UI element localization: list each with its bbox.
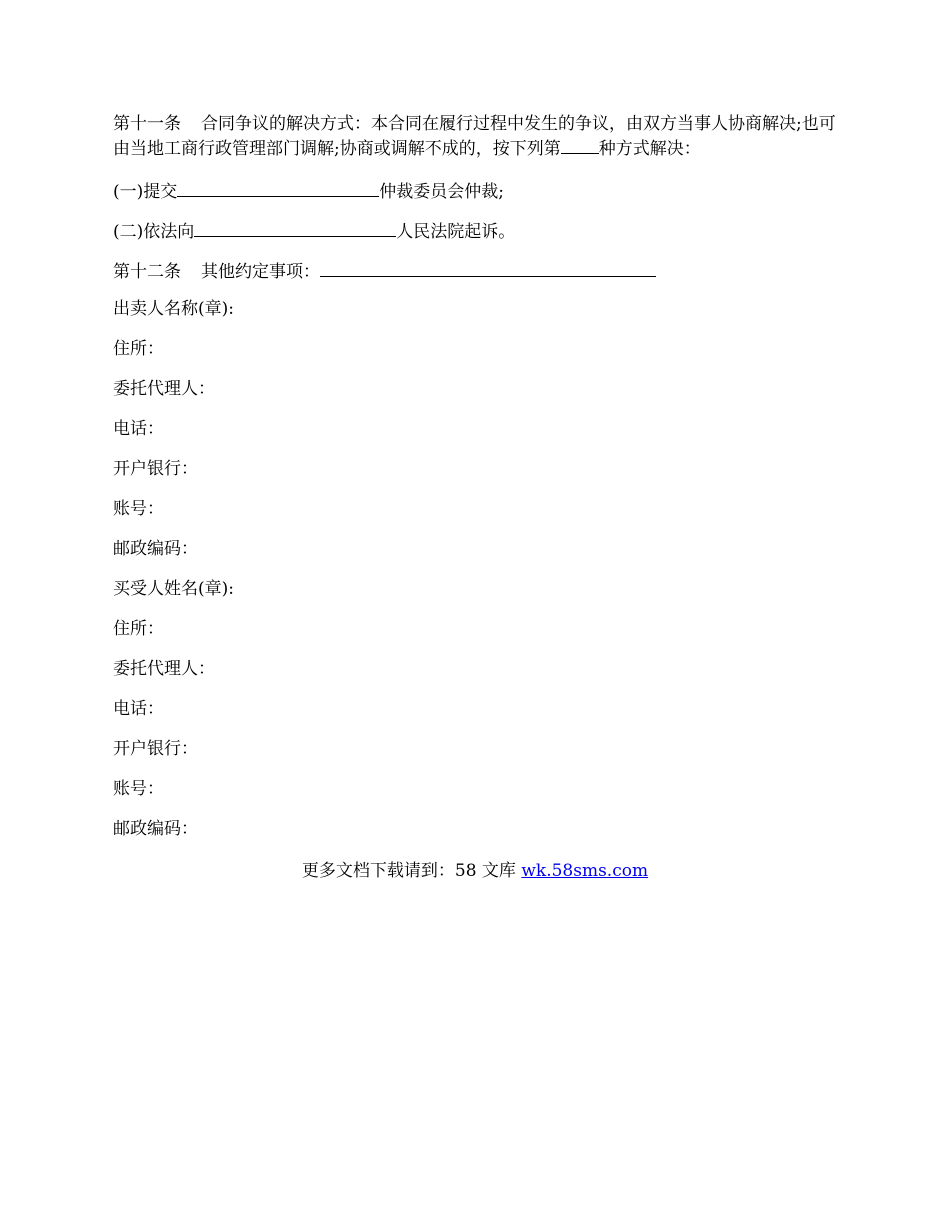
seller-bank-label: 开户银行：: [113, 459, 198, 479]
court-name-blank[interactable]: [194, 218, 396, 237]
arbitration-option-suffix: 仲裁委员会仲裁;: [379, 182, 504, 202]
litigation-option: [113, 218, 843, 240]
buyer-address-label: 住所：: [113, 619, 164, 639]
arbitration-commission-blank[interactable]: [177, 178, 379, 197]
litigation-option-suffix: 人民法院起诉。: [396, 222, 516, 242]
document-body: [113, 113, 843, 858]
buyer-name-label: 买受人姓名(章):: [113, 579, 234, 599]
buyer-phone-label: 电话：: [113, 699, 164, 719]
article-12-heading: 第十二条: [113, 262, 181, 282]
seller-postcode-label: 邮政编码：: [113, 539, 198, 559]
other-terms-blank[interactable]: [320, 258, 656, 277]
arbitration-option: [113, 178, 843, 200]
buyer-postcode-label: 邮政编码：: [113, 819, 198, 839]
seller-name-label: 出卖人名称(章):: [113, 299, 234, 319]
article-12-text: 其他约定事项：: [201, 262, 320, 282]
article-12-paragraph: [113, 258, 843, 280]
footer-text: 更多文档下载请到：58 文库: [301, 861, 522, 881]
download-footer: [0, 860, 950, 882]
seller-address-label: 住所：: [113, 339, 164, 359]
buyer-bank-label: 开户银行：: [113, 739, 198, 759]
article-11-paragraph: [113, 113, 843, 160]
arbitration-option-prefix: (一)提交: [113, 182, 178, 202]
article-11-text-end: 种方式解决：: [598, 139, 701, 159]
litigation-option-prefix: (二)依法向: [113, 222, 195, 242]
article-11-heading: 第十一条: [113, 114, 181, 134]
seller-agent-label: 委托代理人：: [113, 379, 215, 399]
seller-phone-label: 电话：: [113, 419, 164, 439]
method-number-blank[interactable]: [561, 135, 599, 154]
article-11-text: 合同争议的解决方式：本合同在履行过程中发生的争议，由双方当事人协商解决;也可由当地工商行政管理部门调解;协商或调解不成的，按下列第: [113, 114, 836, 159]
buyer-agent-label: 委托代理人：: [113, 659, 215, 679]
footer-link[interactable]: wk.58sms.com: [521, 861, 649, 881]
buyer-account-label: 账号：: [113, 779, 164, 799]
seller-account-label: 账号：: [113, 499, 164, 519]
